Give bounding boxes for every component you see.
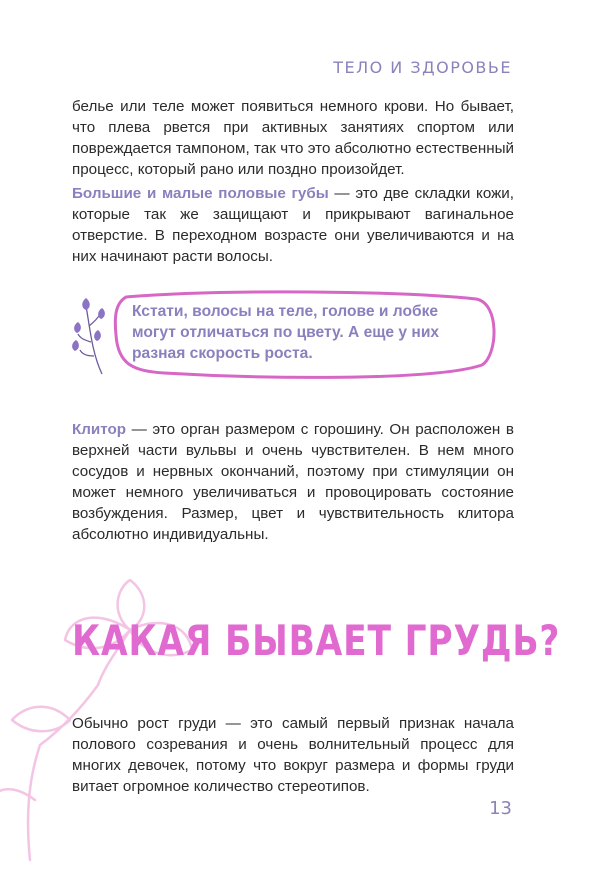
page-number: 13 [489, 798, 512, 819]
section-title: КАКАЯ БЫВАЕТ ГРУДЬ? [72, 616, 561, 665]
paragraph-labia [72, 183, 514, 267]
term-labia: Большие и малые половые губы [72, 185, 329, 202]
tip-text: Кстати, волосы на теле, голове и лобке могут отличаться по цвету. А еще у них разная скорость роста. [132, 303, 440, 362]
term-clitoris: Клитор [72, 421, 127, 438]
paragraph-breast: Обычно рост груди — это самый первый признак начала полового созревания и очень волнительный процесс для многих девочек, потому что вокруг размера и формы груди витает огромное количество стереотипов. [72, 715, 514, 795]
paragraph-labia-text: — это две складки кожи, которые так же защищают и прикрывают вагинальное отверстие. В переходном возрасте они увеличиваются и на них начинают расти волосы. [72, 185, 514, 265]
paragraph-clitoris-text: — это орган размером с горошину. Он расположен в верхней части вульвы и очень чувствителен. В нем много сосудов и нервных окончаний, поэтому при стимуляции он может немного увеличиваться и провоцировать состояние возбуждения. Размер, цвет и чувствительность клитора абсолютно индивидуальны. [72, 421, 514, 543]
lavender-sprig-icon [72, 298, 112, 378]
paragraph-clitoris [72, 419, 514, 545]
running-header: ТЕЛО И ЗДОРОВЬЕ [333, 58, 512, 77]
paragraph-hymen-end: белье или теле может появиться немного крови. Но бывает, что плева рвется при активных занятиях спортом или повреждается тампоном, так что это абсолютно естественный процесс, который рано или поздно произойдет. [72, 98, 514, 178]
